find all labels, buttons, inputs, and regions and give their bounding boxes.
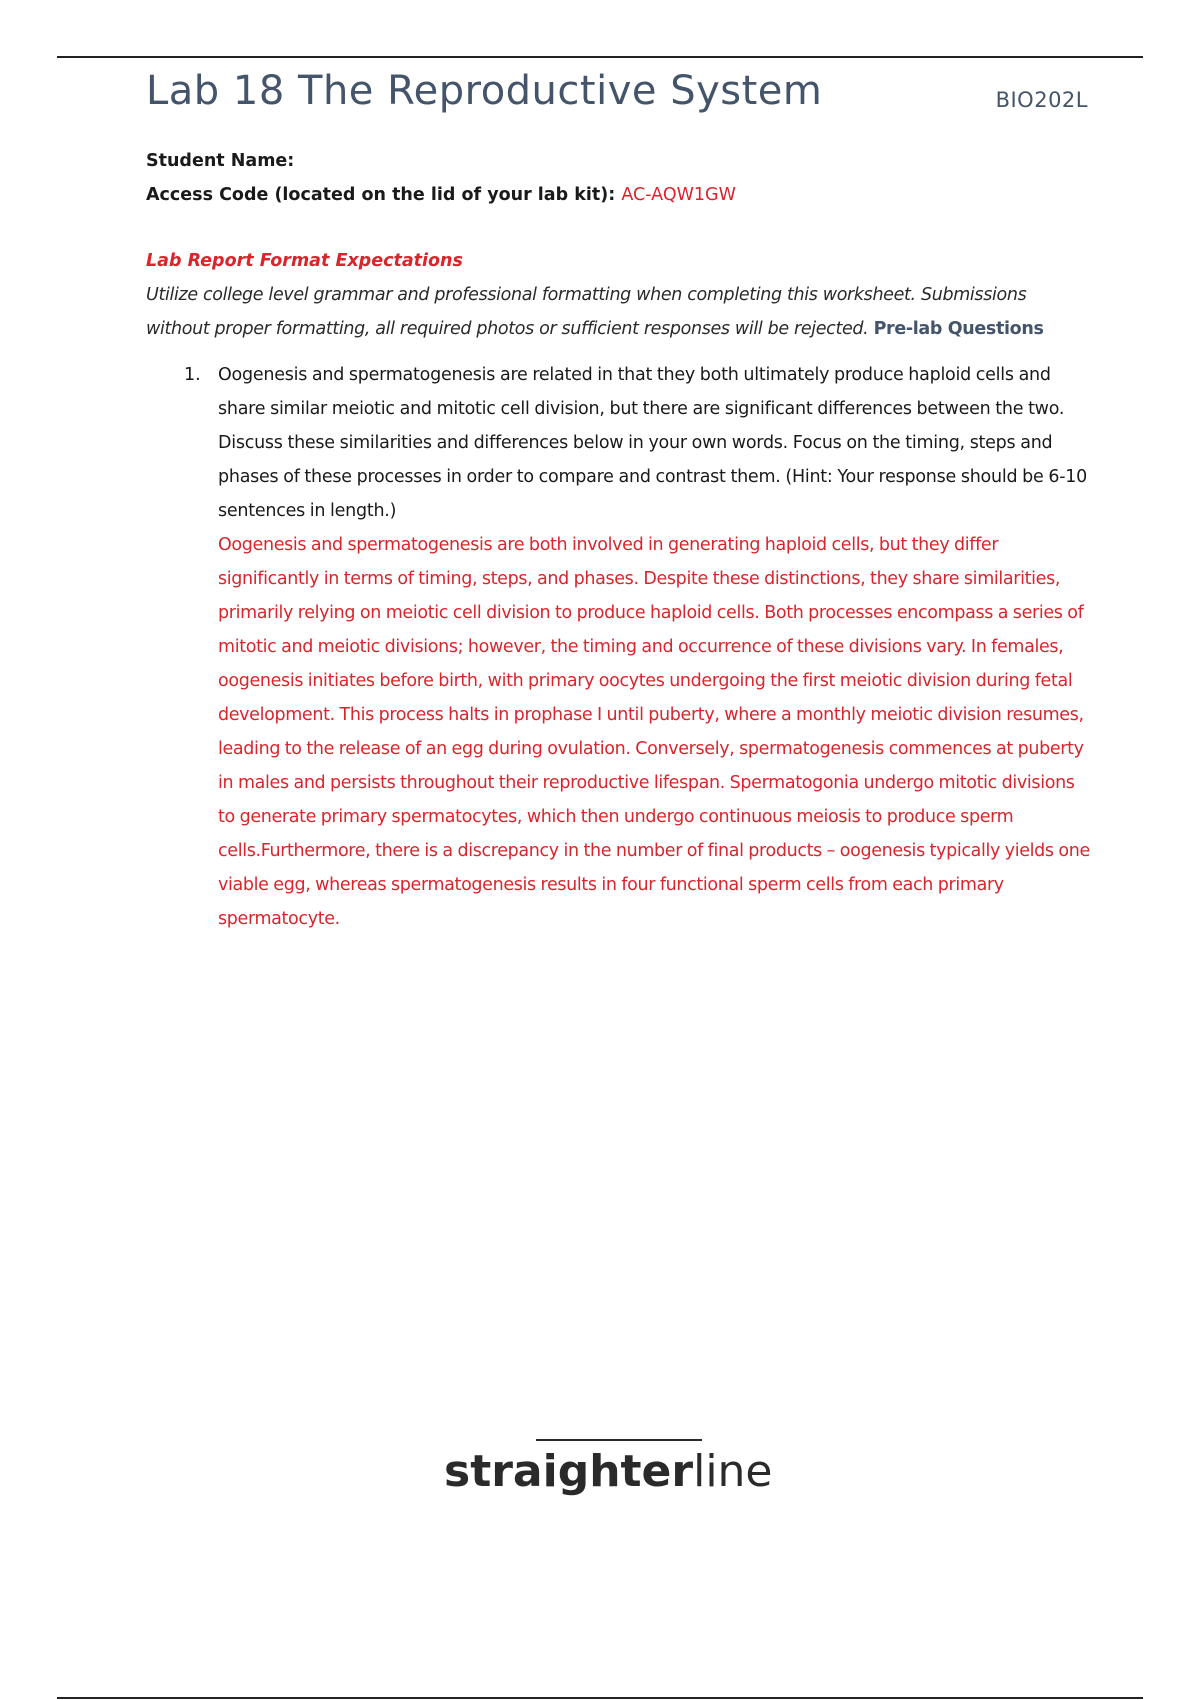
top-rule: [57, 56, 1143, 58]
access-code-label: Access Code (located on the lid of your lab kit):: [146, 185, 616, 205]
prelab-heading: Pre-lab Questions: [873, 319, 1044, 339]
bottom-rule: [57, 1697, 1143, 1699]
logo-text-bold: straighter: [444, 1446, 694, 1497]
answer-text: Oogenesis and spermatogenesis are both involved in generating haploid cells, but they differ significantly in terms of timing, steps, and phases. Despite these distinctions, they share similarities, primarily relying on meiotic cell division to produce haploid cells. Both processes encompass a series of mitotic and meiotic divisions; however, the timing and occurrence of these divisions vary. In females, oogenesis initiates before birth, with primary oocytes undergoing the first meiotic division during fetal development. This process halts in prophase I until puberty, where a monthly meiotic division resumes, leading to the release of an egg during ovulation. Conversely, spermatogenesis commences at puberty in males and persists throughout their reproductive lifespan. Spermatogonia undergo mitotic divisions to generate primary spermatocytes, which then undergo continuous meiosis to produce sperm cells.Furthermore, there is a discrepancy in the number of final products – oogenesis typically yields one viable egg, whereas spermatogenesis results in four functional sperm cells from each primary spermatocyte.: [218, 535, 1090, 929]
expectations-paragraph: [146, 278, 1090, 346]
student-name-field: [146, 144, 1090, 178]
expectations-heading: Lab Report Format Expectations: [146, 251, 463, 271]
course-code: BIO202L: [995, 88, 1088, 112]
question-text: Oogenesis and spermatogenesis are related in that they both ultimately produce haploid cells and share similar meiotic and mitotic cell division, but there are significant differences between the two. Discuss these similarities and differences below in your own words. Focus on the timing, steps and phases of these processes in order to compare and contrast them. (Hint: Your response should be 6-10 sentences in length.): [218, 365, 1088, 521]
question-item: [146, 358, 1090, 936]
straighterline-logo: [444, 1430, 784, 1510]
document-header: [146, 68, 1090, 124]
access-code-field: [146, 178, 1090, 212]
page-title: Lab 18 The Reproductive System: [146, 68, 823, 114]
logo-text: [444, 1446, 773, 1497]
document-body: [146, 144, 1090, 936]
expectations-body: Utilize college level grammar and professional formatting when completing this worksheet. Submissions without proper formatting, all required photos or sufficient responses will be rejected.: [146, 285, 1027, 339]
student-name-label: Student Name:: [146, 151, 295, 171]
question-number: 1.: [184, 365, 201, 385]
logo-text-light: line: [693, 1446, 773, 1497]
access-code-value: AC-AQW1GW: [621, 185, 736, 205]
